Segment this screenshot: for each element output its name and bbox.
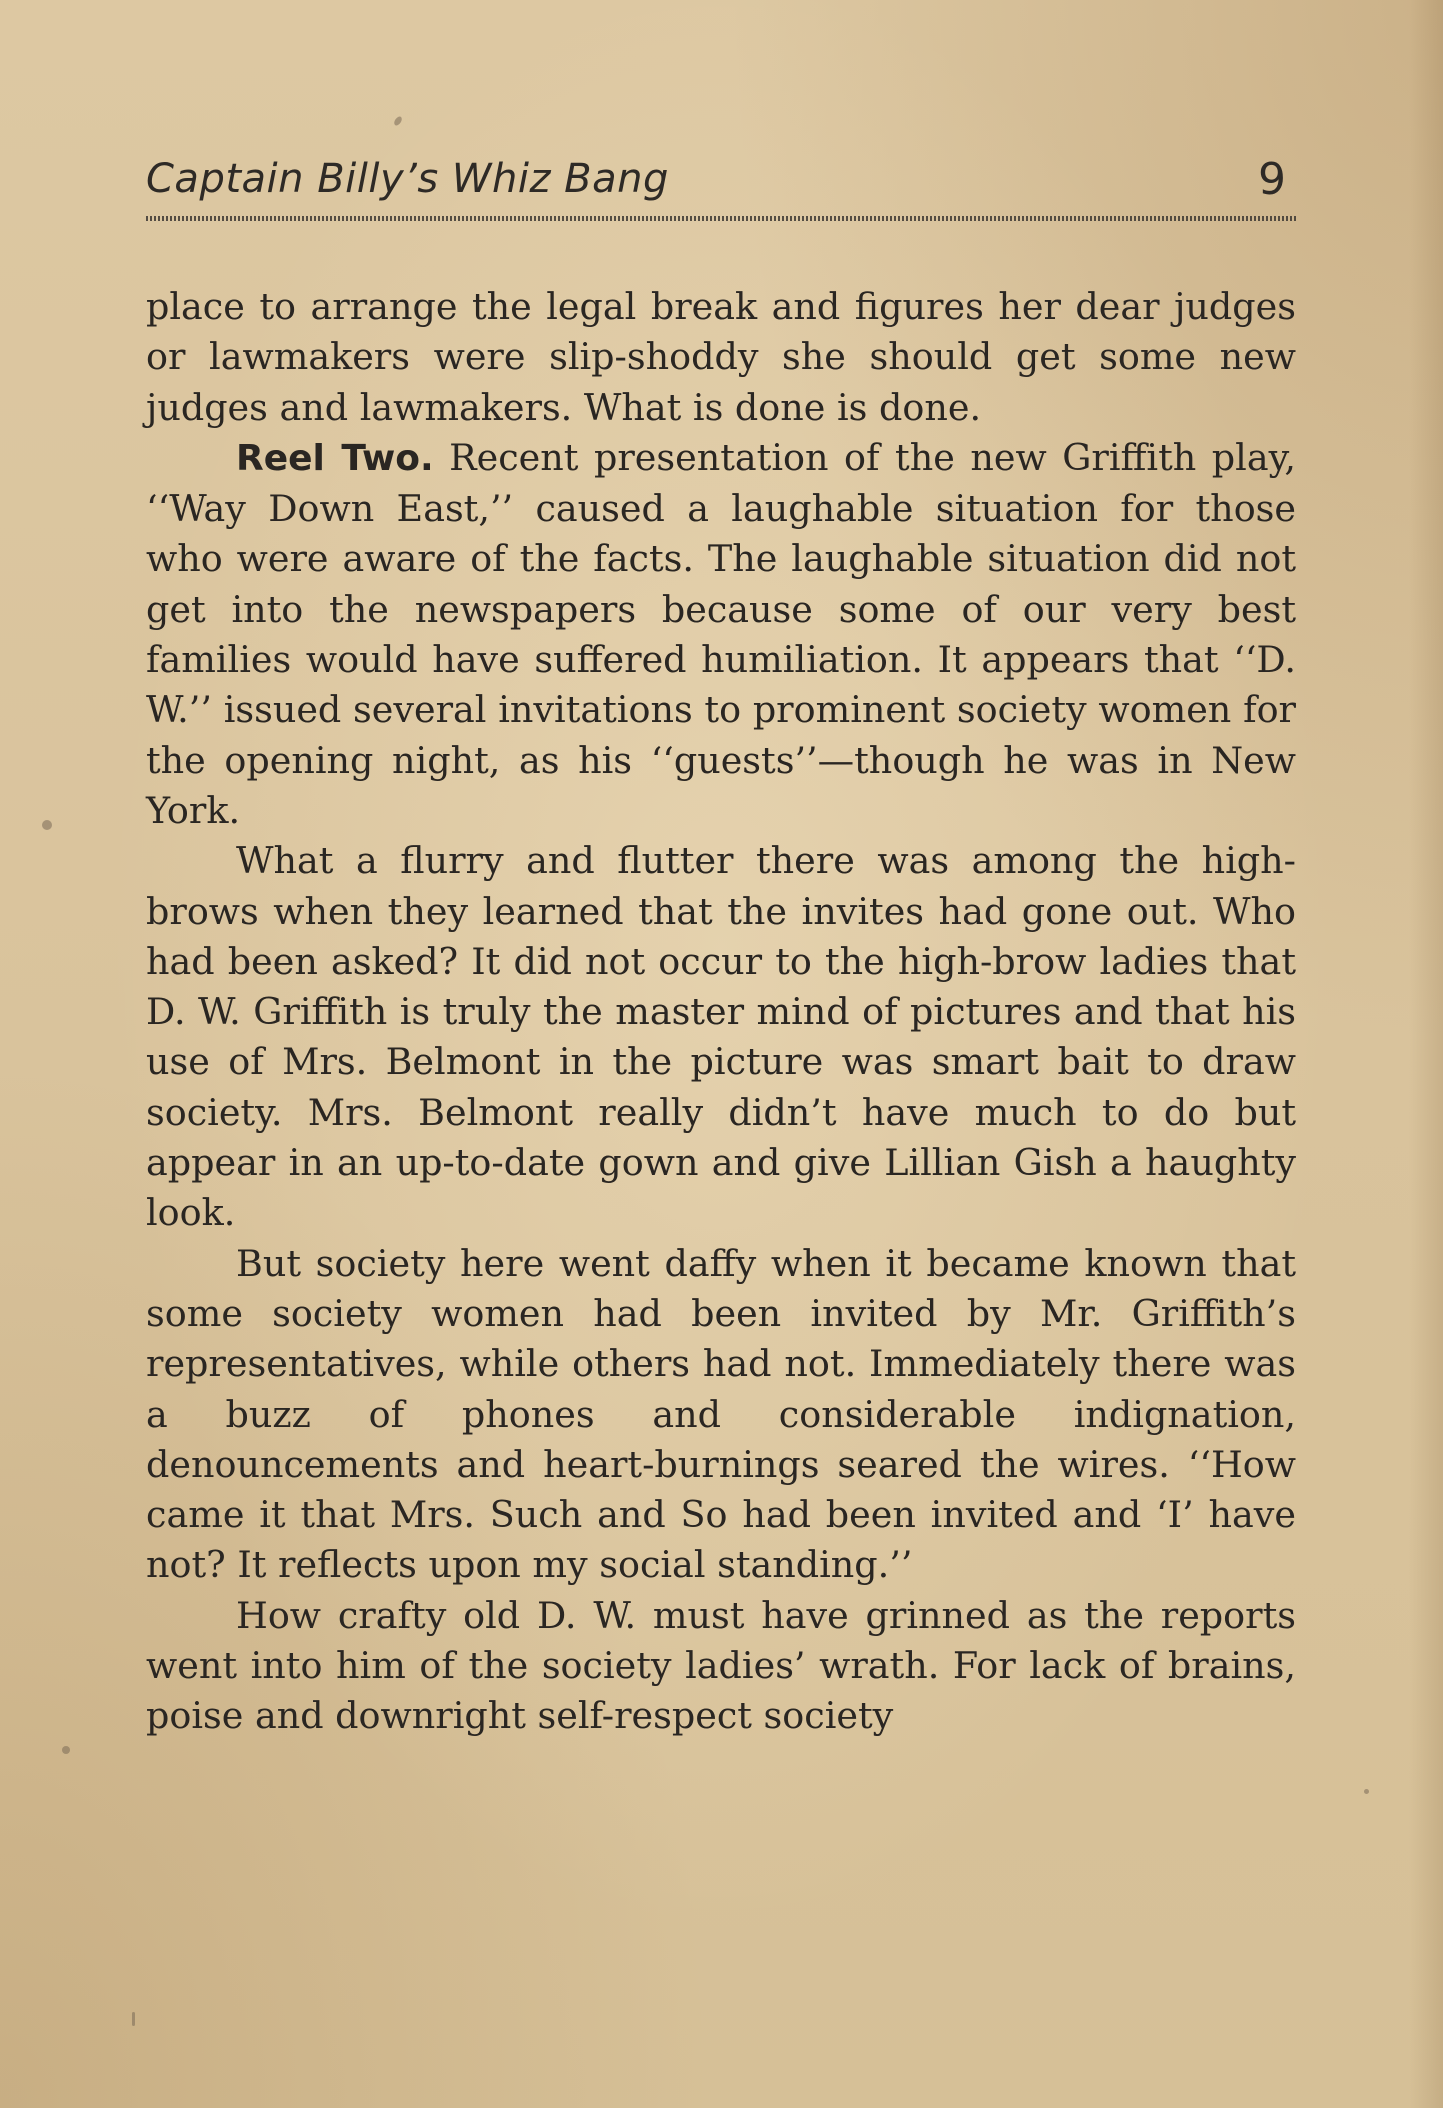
page-number: 9 [1258, 154, 1286, 205]
article-body [146, 282, 1296, 1742]
paper-speck [393, 115, 404, 127]
paper-speck [1364, 1789, 1369, 1794]
paper-speck [62, 1746, 70, 1754]
paper-speck [132, 2012, 135, 2026]
paragraph-5: How crafty old D. W. must have grinned as the reports went into him of the society ladies’ wrath. For lack of brains, poise and downright self-respect society [146, 1593, 1296, 1738]
paragraph-2 [146, 433, 1296, 836]
header-dotted-rule [146, 216, 1296, 221]
reel-two-heading: Reel Two. [236, 437, 434, 479]
running-header [146, 156, 1296, 216]
paragraph-2-text: Recent presentation of the new Griffith play, ‘‘Way Down East,’’ caused a laughable situation for those who were aware of the facts. The laughable situation did not get into the newspapers because some of our very best families would have suffered humiliation. It appears that ‘‘D. W.’’ issued several invitations to prominent society women for the opening night, as his ‘‘guests’’—though he was in New York. [146, 435, 1296, 832]
paper-speck [42, 820, 52, 830]
page-edge-shadow [1409, 0, 1443, 2108]
publication-title: Captain Billy’s Whiz Bang [146, 156, 669, 202]
paragraph-1: place to arrange the legal break and figures her dear judges or lawmakers were slip-shoddy she should get some new judges and lawmakers. What is done is done. [146, 285, 1296, 429]
paragraph-4: But society here went daffy when it became known that some society women had been invited by Mr. Griffith’s representatives, while others had not. Immediately there was a buzz of phones and considerable indignation, denouncements and heart-burnings seared the wires. ‘‘How came it that Mrs. Such and So had been invited and ‘I’ have not? It reflects upon my social standing.’’ [146, 1241, 1296, 1587]
paragraph-3: What a flurry and flutter there was among the high-brows when they learned that the invites had gone out. Who had been asked? It did not occur to the high-brow ladies that D. W. Griffith is truly the master mind of pictures and that his use of Mrs. Belmont in the picture was smart bait to draw society. Mrs. Belmont really didn’t have much to do but appear in an up-to-date gown and give Lillian Gish a haughty look. [146, 839, 1296, 1235]
